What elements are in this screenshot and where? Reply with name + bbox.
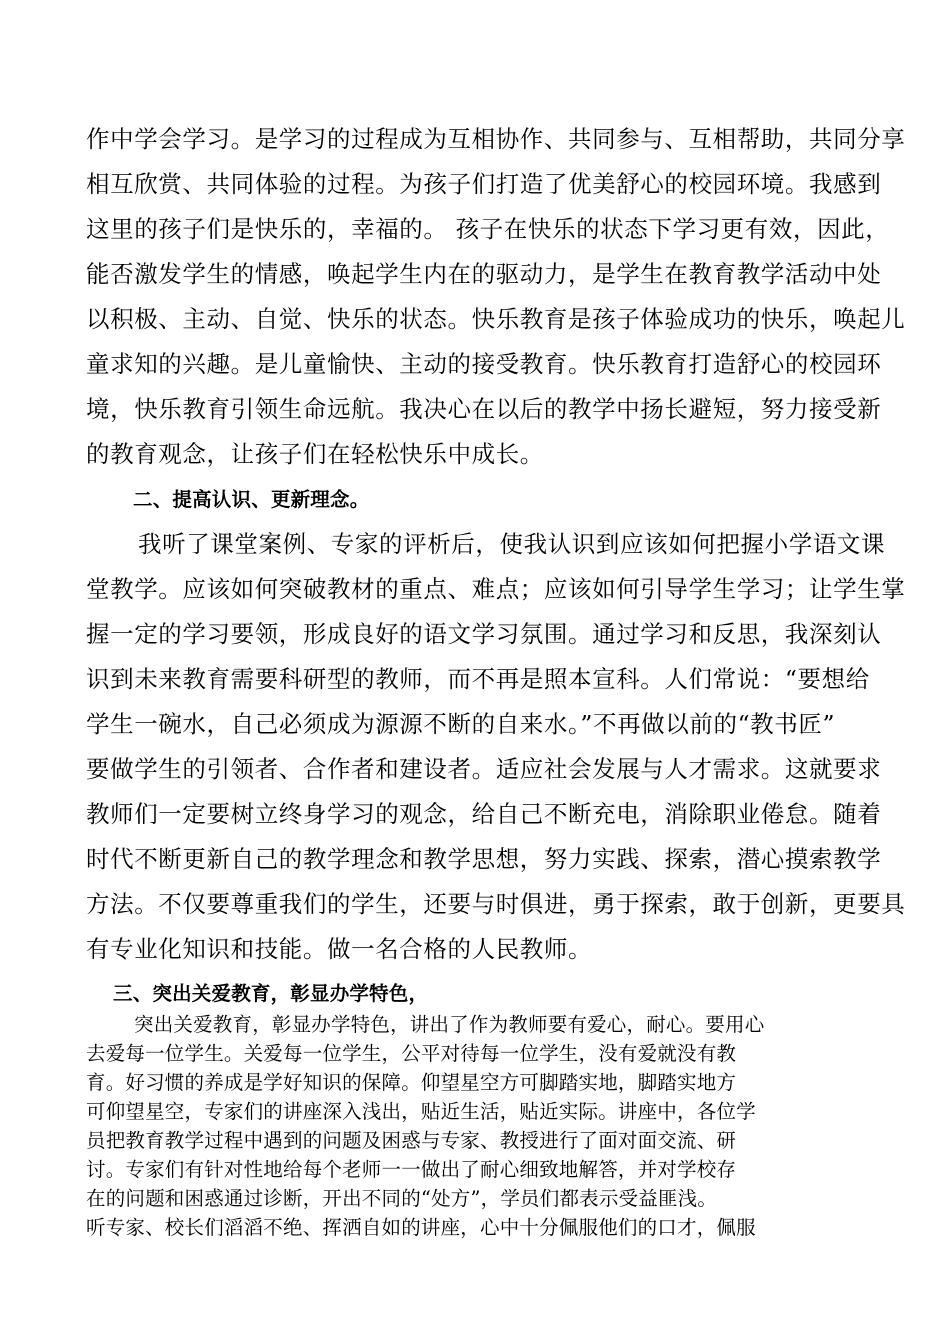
paragraph-2-line: 要做学生的引领者、合作者和建设者。适应社会发展与人才需求。这就要求 <box>86 755 882 783</box>
section-heading-2: 二、提高认识、更新理念。 <box>133 488 370 511</box>
paragraph-2-line: 握一定的学习要领，形成良好的语文学习氛围。通过学习和反思，我深刻认 <box>86 620 882 648</box>
paragraph-3-line: 可仰望星空，专家们的讲座深入浅出，贴近生活，贴近实际。讲座中，各位学 <box>86 1100 756 1123</box>
section-heading-3: 三、突出关爱教育，彰显办学特色， <box>113 982 429 1005</box>
paragraph-1-line: 能否激发学生的情感，唤起学生内在的驱动力，是学生在教育教学活动中处 <box>86 260 882 288</box>
paragraph-1-line: 这里的孩子们是快乐的，幸福的。 孩子在快乐的状态下学习更有效，因此， <box>86 215 890 243</box>
paragraph-3-line: 员把教育教学过程中遇到的问题及困惑与专家、教授进行了面对面交流、研 <box>86 1129 737 1152</box>
paragraph-3-line: 在的问题和困惑通过诊断，开出不同的“处方”，学员们都表示受益匪浅。 <box>86 1187 718 1210</box>
paragraph-3-line: 育。好习惯的养成是学好知识的保障。仰望星空方可脚踏实地，脚踏实地方 <box>86 1071 737 1094</box>
paragraph-1-line: 的教育观念，让孩子们在轻松快乐中成长。 <box>86 440 544 468</box>
paragraph-2-line: 方法。不仅要尊重我们的学生，还要与时俱进，勇于探索，敢于创新，更要具 <box>86 890 906 918</box>
paragraph-3-line: 听专家、校长们滔滔不绝、挥洒自如的讲座，心中十分佩服他们的口才，佩服 <box>86 1216 756 1239</box>
paragraph-2-line: 堂教学。应该如何突破教材的重点、难点；应该如何引导学生学习；让学生掌 <box>86 575 906 603</box>
paragraph-2-line: 时代不断更新自己的教学理念和教学思想，努力实践、探索，潜心摸索教学 <box>86 845 882 873</box>
paragraph-1-line: 以积极、主动、自觉、快乐的状态。快乐教育是孩子体验成功的快乐，唤起儿 <box>86 305 906 333</box>
paragraph-1-line: 作中学会学习。是学习的过程成为互相协作、共同参与、互相帮助，共同分享 <box>86 125 906 153</box>
paragraph-3-line: 讨。专家们有针对性地给每个老师一一做出了耐心细致地解答，并对学校存 <box>86 1158 737 1181</box>
paragraph-3-line: 去爱每一位学生。关爱每一位学生，公平对待每一位学生，没有爱就没有教 <box>86 1042 737 1065</box>
paragraph-2-line: 有专业化知识和技能。做一名合格的人民教师。 <box>86 935 593 963</box>
paragraph-1-line: 相互欣赏、共同体验的过程。为孩子们打造了优美舒心的校园环境。我感到 <box>86 170 882 198</box>
paragraph-2-line: 教师们一定要树立终身学习的观念，给自己不断充电，消除职业倦怠。随着 <box>86 800 882 828</box>
paragraph-2-line: 我听了课堂案例、专家的评析后，使我认识到应该如何把握小学语文课 <box>138 530 886 558</box>
paragraph-2-line: 识到未来教育需要科研型的教师，而不再是照本宣科。人们常说：“要想给 <box>86 665 870 693</box>
paragraph-1-line: 境，快乐教育引领生命远航。我决心在以后的教学中扬长避短，努力接受新 <box>86 395 882 423</box>
paragraph-2-line: 学生一碗水，自己必须成为源源不断的自来水。”不再做以前的“教书匠” <box>86 710 836 738</box>
paragraph-1-line: 童求知的兴趣。是儿童愉快、主动的接受教育。快乐教育打造舒心的校园环 <box>86 350 882 378</box>
paragraph-3-line: 突出关爱教育，彰显办学特色，讲出了作为教师要有爱心，耐心。要用心 <box>134 1013 765 1036</box>
